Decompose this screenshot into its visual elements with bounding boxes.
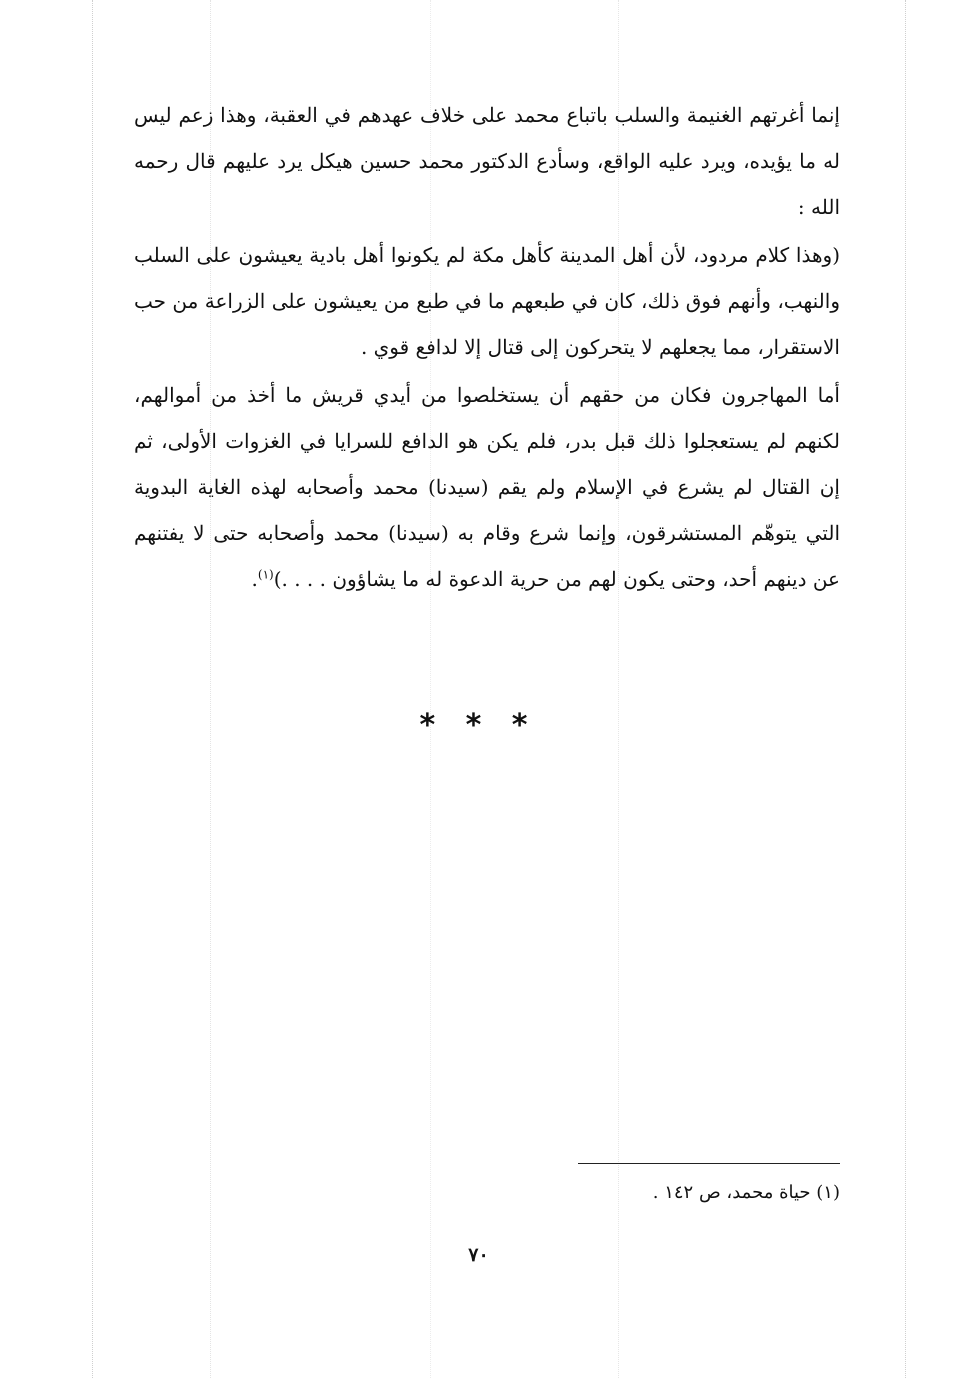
scan-artifact-line — [92, 0, 93, 1378]
paragraph — [134, 372, 840, 602]
paragraph: إنما أغرتهم الغنيمة والسلب باتباع محمد على خلاف عهدهم في العقبة، وهذا زعم ليس له ما يؤيده، ويرد عليه الواقع، وسأدع الدكتور محمد حسين هيكل يرد عليهم قال رحمه الله : — [134, 103, 840, 219]
paragraph-text: أما المهاجرون فكان من حقهم أن يستخلصوا من أيدي قريش ما أخذ من أموالهم، لكنهم لم يستعجلوا ذلك قبل بدر، فلم يكن هو الدافع للسرايا في الغزوات الأولى، ثم إن القتال لم يشرع في الإسلام ولم يقم (سيدنا) محمد وأصحابه لهذه الغاية البدوية التي يتوهّم المستشرقون، وإنما شرع وقام به (سيدنا) محمد وأصحابه حتى لا يفتنهم عن دينهم أحد، وحتى يكون لهم من حرية الدعوة له ما يشاؤون . . . .) — [134, 383, 840, 591]
page-number: ٧٠ — [468, 1244, 489, 1266]
footnote-reference[interactable]: (١) — [257, 567, 274, 582]
main-text-block — [134, 92, 840, 602]
scan-artifact-line — [905, 0, 906, 1378]
footnote: (١) حياة محمد، ص ١٤٢ . — [652, 1182, 840, 1203]
period: . — [251, 567, 258, 591]
footnote-divider — [578, 1163, 840, 1164]
section-separator: * * * — [419, 708, 538, 743]
quoted-paragraph: (وهذا كلام مردود، لأن أهل المدينة كأهل مكة لم يكونوا أهل بادية يعيشون على السلب والنهب، وأنهم فوق ذلك، كان في طبعهم ما في طبع من يعيشون على الزراعة من حب الاستقرار، مما يجعلهم لا يتحركون إلى قتال إلا لدافع قوي . — [134, 243, 840, 359]
